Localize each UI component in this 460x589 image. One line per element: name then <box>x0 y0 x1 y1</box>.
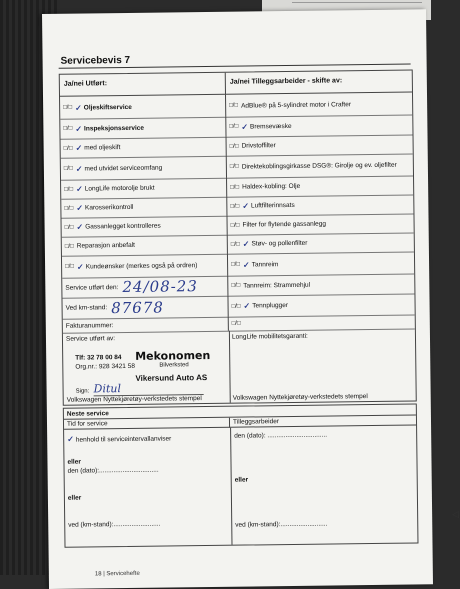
checkbox[interactable]: □/□ <box>65 263 75 270</box>
check-mark: ✓ <box>242 239 250 249</box>
row-label: med utvidet serviceomfang <box>84 164 163 172</box>
checkbox[interactable]: □/□ <box>64 186 74 193</box>
handwritten-value: 87678 <box>111 298 164 317</box>
check-mark: ✓ <box>76 184 83 194</box>
arrow-icon: ◁ <box>452 508 460 520</box>
check-mark: ✓ <box>76 222 84 232</box>
row-label: Støv- og pollenfilter <box>251 239 308 248</box>
check-mark: ✓ <box>241 121 249 132</box>
check-mark: ✓ <box>75 164 83 174</box>
check-mark: ✓ <box>75 103 82 113</box>
service-grid <box>59 69 417 405</box>
checkbox[interactable]: □/□ <box>63 104 73 111</box>
row-label: Kundeønsker (merkes også på ordren) <box>85 261 198 270</box>
checkbox[interactable]: □/□ <box>231 261 241 268</box>
row-label: AdBlue® på 5-sylindret motor i Crafter <box>241 100 352 110</box>
checkbox[interactable]: □/□ <box>230 241 240 248</box>
header-right: Ja/nei Tilleggsarbeider - skifte av: <box>226 70 412 94</box>
check-mark: ✓ <box>242 259 250 270</box>
row-label: Service utført den: <box>65 283 119 292</box>
checkbox[interactable]: □/□ <box>229 123 239 130</box>
workshop-logo: Mekonomen <box>135 348 211 363</box>
checkbox[interactable]: □/□ <box>63 125 73 132</box>
checkbox[interactable]: □/□ <box>229 143 239 150</box>
checkbox[interactable]: □/□ <box>64 205 74 212</box>
page-title: Servicebevis 7 <box>60 54 131 67</box>
checkbox[interactable]: □/□ <box>64 224 74 231</box>
row-label: Direktekoblingsgirkasse DSG®: Girolje og ev. oljefilter <box>241 161 397 171</box>
service-booklet-page <box>42 9 460 589</box>
handwritten-value: 24/08-23 <box>122 277 198 297</box>
row-label: Luftfilterinnsats <box>250 201 295 210</box>
row-label: Filter for flytende gassanlegg <box>242 220 327 229</box>
row-label: Ved km-stand: <box>65 304 108 312</box>
check-mark: ✓ <box>243 301 251 311</box>
row-label: Bremsevæske <box>249 122 292 130</box>
page-footer: 18 | Servicehefte <box>94 570 140 578</box>
check-mark: ✓ <box>67 434 74 444</box>
row-label: Tannreim: Strammehjul <box>243 281 311 290</box>
checkbox[interactable]: □/□ <box>229 163 239 170</box>
checkbox[interactable]: □/□ <box>230 203 240 210</box>
checkbox[interactable]: □/□ <box>63 165 73 172</box>
next-service-table: Neste service Tid for service Tilleggsarbeider ✓ henhold til serviceintervallanviser eller den (dato):................................. eller ved (km-stand):.......................... den (dato): ................................. eller ved (km-stand):.......................... <box>63 403 419 547</box>
row-label: Tennplugger <box>252 302 289 310</box>
row-label: Drivstoffilter <box>241 142 276 150</box>
row-label: Gassanlegget kontrolleres <box>85 222 161 231</box>
check-mark: ✓ <box>75 124 83 134</box>
checkbox[interactable]: □/□ <box>64 243 74 250</box>
check-mark: ✓ <box>75 143 83 153</box>
stamp-area: Service utført av: Tlf: 32 78 00 84 Org.nr.: 928 3421 58 Mekonomen Bilverksted Vikersund Auto AS Sign: Ditul Volkswagen Nyttekjøretøy-verkstedets stempel <box>63 331 231 405</box>
checkbox[interactable]: □/□ <box>230 184 240 191</box>
row-label: Karosserikontroll <box>84 203 134 212</box>
checkbox[interactable]: □/□ <box>231 282 241 289</box>
checkbox[interactable]: □/□ <box>231 320 241 327</box>
check-mark: ✓ <box>76 203 84 213</box>
checkbox[interactable]: □/□ <box>231 303 241 310</box>
check-mark: ✓ <box>242 201 250 211</box>
checkbox[interactable]: □/□ <box>229 102 239 109</box>
signature: Ditul <box>94 381 204 396</box>
check-mark: ✓ <box>76 262 84 272</box>
row-label: Tannreim <box>251 260 279 268</box>
row-label: Inspeksjonsservice <box>83 124 145 132</box>
row-label: med oljeskift <box>84 144 121 152</box>
longlife-area: LongLife mobilitetsgaranti: Volkswagen Nyttekjøretøy-verkstedets stempel <box>231 332 368 402</box>
header-left: Ja/nei Utført: <box>60 73 226 97</box>
row-label: Reparasjon anbefalt <box>76 241 135 250</box>
row-label: Fakturanummer: <box>65 321 114 330</box>
checkbox[interactable]: □/□ <box>63 145 73 152</box>
row-label: LongLife motorolje brukt <box>84 184 155 193</box>
checkbox[interactable]: □/□ <box>230 222 240 229</box>
row-label: Oljeskiftservice <box>83 103 132 111</box>
row-label: Haldex-kobling: Olje <box>242 182 301 191</box>
